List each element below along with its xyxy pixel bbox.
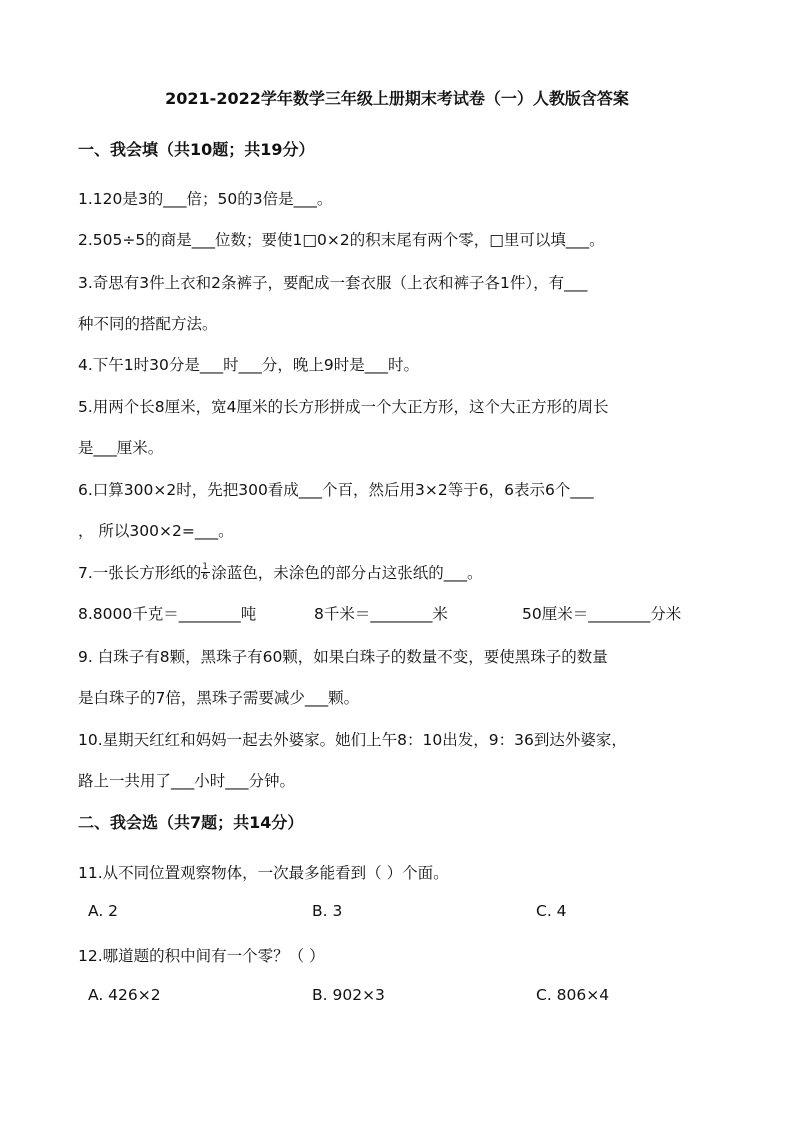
question-10-line-2: 路上一共用了___小时___分钟。 (78, 772, 296, 790)
question-9-line-2: 是白珠子的7倍，黑珠子需要减少___颗。 (78, 689, 360, 707)
question-6-line-2: ， 所以300×2=___。 (78, 522, 234, 540)
question-3-line-1: 3.奇思有3件上衣和2条裤子，要配成一套衣服（上衣和裤子各1件），有___ (78, 274, 588, 292)
question-8-part-2: 8千米＝________米 (314, 605, 448, 623)
question-8-part-1: 8.8000千克＝________吨 (78, 605, 257, 623)
option-a: A. 426×2 (88, 986, 161, 1004)
question-9-line-1: 9. 白珠子有8颗，黑珠子有60颗，如果白珠子的数量不变，要使黑珠子的数量 (78, 648, 608, 666)
option-b: B. 3 (312, 902, 343, 920)
fraction-numerator: 1 (202, 562, 209, 572)
fraction-one-sixth (201, 564, 211, 582)
question-7 (78, 561, 718, 583)
question-12: 12.哪道题的积中间有一个零？（ ） (78, 947, 325, 965)
question-8 (78, 602, 718, 624)
question-10-line-1: 10.星期天红红和妈妈一起去外婆家。她们上午8：10出发，9：36到达外婆家， (78, 731, 627, 749)
question-4: 4.下午1时30分是___时___分，晚上9时是___时。 (78, 356, 419, 374)
page-title: 2021-2022学年数学三年级上册期末考试卷（一）人教版含答案 (165, 89, 629, 108)
question-8-part-3: 50厘米＝________分米 (522, 605, 682, 623)
question-5-line-2: 是___厘米。 (78, 439, 164, 457)
option-b: B. 902×3 (312, 986, 385, 1004)
question-1: 1.120是3的___倍；50的3倍是___。 (78, 190, 333, 208)
question-5-line-1: 5.用两个长8厘米，宽4厘米的长方形拼成一个大正方形，这个大正方形的周长 (78, 398, 609, 416)
section-heading-choose: 二、我会选（共7题；共14分） (78, 813, 304, 832)
question-3-line-2: 种不同的搭配方法。 (78, 315, 218, 333)
fraction-denominator: 6 (202, 572, 209, 582)
section-heading-fill: 一、我会填（共10题；共19分） (78, 140, 315, 159)
option-c: C. 806×4 (536, 986, 610, 1004)
option-c: C. 4 (536, 902, 567, 920)
question-11: 11.从不同位置观察物体，一次最多能看到（ ）个面。 (78, 864, 449, 882)
question-7-prefix: 7.一张长方形纸的 (78, 564, 202, 582)
option-a: A. 2 (88, 902, 119, 920)
question-2: 2.505÷5的商是___位数；要使1□0×2的积末尾有两个零，□里可以填___。 (78, 231, 605, 249)
question-6-line-1: 6.口算300×2时，先把300看成___个百，然后用3×2等于6，6表示6个___ (78, 481, 594, 499)
question-7-suffix: 涂蓝色，未涂色的部分占这张纸的___。 (211, 564, 483, 582)
